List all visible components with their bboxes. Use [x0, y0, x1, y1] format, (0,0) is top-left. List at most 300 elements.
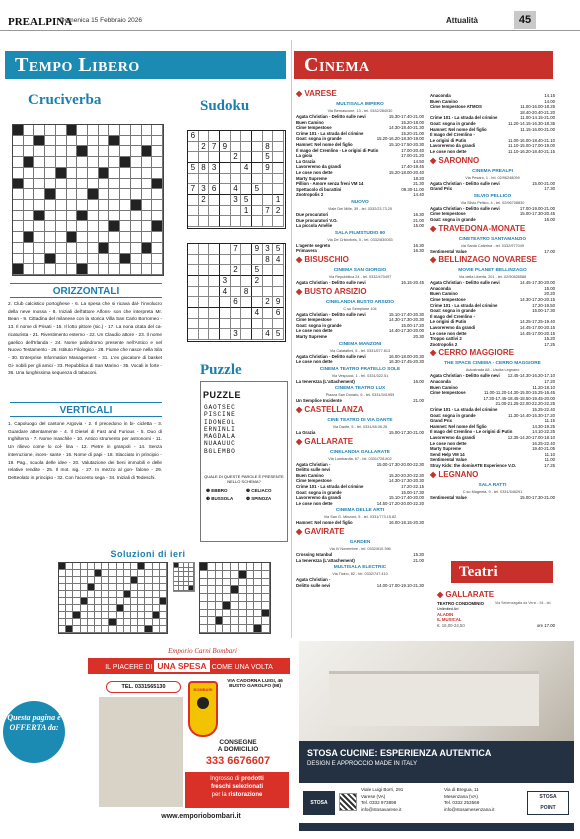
puzzle-option: ❸ BUSSOLA	[206, 496, 234, 501]
solution-cell	[160, 619, 167, 626]
film-times: 17.20-22.15	[401, 484, 424, 489]
solution-cell	[66, 612, 73, 619]
solution-cell	[208, 610, 216, 618]
sudoku-cell: 1	[273, 195, 284, 206]
solution-cell	[247, 602, 255, 610]
crossword-cell	[142, 146, 153, 157]
crossword-cell	[13, 243, 24, 254]
bombari-website[interactable]: www.emporiobombari.it	[161, 813, 241, 820]
puzzle-row: IDONEOL	[204, 418, 236, 426]
solution-cell	[73, 591, 80, 598]
solution-cell	[216, 571, 224, 579]
film-times: 20.20	[544, 291, 555, 297]
film-title: Crossing Istanbul	[296, 552, 333, 557]
solution-cell	[145, 584, 152, 591]
puzzle-row: GAOTSEC	[204, 404, 236, 411]
sudoku-cell	[241, 152, 252, 163]
theater-address: Via Repubblica 24 - tel. 0332/470497	[328, 275, 392, 279]
solution-cell	[254, 617, 262, 625]
sudoku-cell: 2	[199, 142, 210, 153]
sudoku-cell	[273, 287, 284, 298]
film-row	[430, 149, 555, 155]
sudoku-cell: 3	[263, 244, 274, 255]
sudoku-cell	[188, 152, 199, 163]
crossword-cell	[34, 232, 45, 243]
crossword-cell	[142, 243, 153, 254]
film-title: Stray Kids: the dominATE Experience V.O.	[430, 463, 517, 468]
crossword-cell	[99, 221, 110, 232]
film-times: 14.00	[544, 98, 555, 104]
sudoku-cell	[231, 142, 242, 153]
solution-cell	[247, 617, 255, 625]
theater-address: Via Silvio Pellico, 4 - tel. 02/96708830	[460, 200, 525, 205]
solution-cell	[223, 586, 231, 594]
crossword-cell	[45, 136, 56, 147]
solution-cell	[223, 594, 231, 602]
sudoku-cell	[209, 308, 220, 319]
solution-cell	[109, 563, 116, 570]
solution-cell	[102, 591, 109, 598]
crossword-cell	[109, 125, 120, 136]
solution-cell	[145, 570, 152, 577]
film-times: 17.00-19.00-21.00	[519, 205, 555, 211]
theater-address: Autostrada A8 - Uscita Legnano	[465, 368, 520, 373]
film-times: 14.45-17.30-20.00	[519, 280, 555, 286]
crossword-cell	[120, 254, 131, 265]
film-times: 14.00-17.00-19.10-21.30	[376, 582, 424, 588]
theater-address: Viale Dei Mille, 39 - tel. 0332/23.73.25	[327, 207, 393, 211]
theater-name: CINEMA PREALPI	[472, 168, 513, 174]
solution-cell	[160, 612, 167, 619]
film-times: 11.00-11.20-14.30-15.00-15.25-16.45	[483, 390, 555, 396]
film-times: 15.20-18.00-20.40	[388, 170, 424, 175]
solution-cell	[124, 584, 131, 591]
verticali-clues: 1. Capoluogo del cantone Argovia - 2. Il precedono in bi- cicletta - 3. Guardare attentamente - 4. Il Diesel di Fast and Furious - 5. Duo di Inghilterra - 7. Nome maschile - 10. Antico strumento per astronomi - 11. Un rilievo come lo col- lina - 12. Pietre in granpoli - 14. Senza interruzione, inces- sante - 16. Nome di papi - 18. Slacciato in principio - 19. Pag., scuola delle idee - 20. Valutazione dei beni immobili e delle relative rendite - 25. Il mot. sig. - 27. In mezzo al gon- falone - 29. Detteolato in principio - 32. Con l'accento sega - 34. Iniziali di Tedeschi.	[8, 421, 162, 480]
sudoku-cell	[231, 206, 242, 217]
crossword-title: Cruciverba	[28, 92, 102, 108]
puzzle-row: MAGDALA	[204, 433, 236, 441]
solution-cell	[131, 619, 138, 626]
film-times: 16.25-22.40	[532, 440, 555, 446]
sudoku-cell	[209, 329, 220, 340]
sudoku-cell	[220, 308, 231, 319]
film-row	[296, 520, 424, 526]
solution-cell	[73, 598, 80, 605]
sudoku-cell	[220, 195, 231, 206]
sudoku-cell	[199, 265, 210, 276]
solution-cell	[200, 610, 208, 618]
crossword-cell	[45, 254, 56, 265]
film-title: Le cose non dette	[296, 500, 333, 506]
solution-cell	[102, 570, 109, 577]
sudoku-cell: 2	[252, 276, 263, 287]
solution-cell	[117, 605, 124, 612]
film-times: 15.00	[544, 217, 555, 222]
solution-cell	[200, 602, 208, 610]
film-title: La Grazia	[296, 158, 316, 164]
bombari-tagline: IL PIACERE DI UNA SPESA COME UNA VOLTA	[88, 658, 290, 674]
solution-cell	[95, 619, 102, 626]
solution-cell	[95, 626, 102, 633]
sudoku-cell	[209, 255, 220, 266]
sudoku-cell	[220, 216, 231, 227]
crossword-cell	[56, 189, 67, 200]
solution-cell	[109, 570, 116, 577]
bombari-wholesale-box: Ingrosso di prodotti freschi selezionati per la ristorazione	[185, 772, 289, 808]
crossword-cell	[77, 221, 88, 232]
solution-cell	[153, 563, 160, 570]
solution-cell	[59, 612, 66, 619]
crossword-cell	[99, 211, 110, 222]
film-title: Due procuratori V.O.	[296, 217, 338, 223]
issue-date: Domenica 15 Febbraio 2026	[60, 17, 143, 24]
sudoku-cell: 7	[231, 244, 242, 255]
crossword-cell	[34, 125, 45, 136]
solution-cell	[216, 617, 224, 625]
crossword-cell	[77, 243, 88, 254]
film-times: 14.30-17.20-20.15	[519, 297, 555, 302]
crossword-cell	[13, 264, 24, 275]
solution-cell	[231, 602, 239, 610]
film-times: 14.50	[413, 158, 424, 164]
film-title: Sentimental Value	[430, 494, 467, 500]
solution-cell	[88, 598, 95, 605]
crossword-cell	[13, 221, 24, 232]
film-row	[296, 558, 424, 564]
solution-cell	[262, 579, 270, 587]
sudoku-cell	[252, 287, 263, 298]
film-row	[296, 334, 424, 340]
crossword-cell	[67, 200, 78, 211]
sudoku-cell: 4	[252, 308, 263, 319]
film-times: 15.00-17.30-21.00	[519, 494, 555, 500]
crossword-cell	[109, 136, 120, 147]
crossword-cell	[152, 157, 163, 168]
sudoku-cell	[231, 216, 242, 227]
sudoku-cell	[199, 297, 210, 308]
crossword-cell	[131, 264, 142, 275]
sudoku-cell: 3	[220, 276, 231, 287]
film-times: 14.45-17.00-20.15	[519, 325, 555, 330]
solution-cell	[88, 570, 95, 577]
teatri-address: Via Sebenzagata da Verzi - 54 - tel.	[495, 601, 552, 605]
tempo-libero-band: Tempo Libero	[5, 51, 286, 79]
crossword-cell	[152, 146, 163, 157]
film-title: Goat: sogna in grande	[430, 308, 476, 314]
sudoku-cell	[252, 297, 263, 308]
city-heading: ◆ CASTELLANZA	[296, 405, 364, 414]
film-title: Un Semplice Incidente	[296, 398, 342, 404]
film-times: 18.40-20.40-21.20	[519, 109, 555, 115]
solution-cell	[131, 563, 138, 570]
crossword-cell	[131, 189, 142, 200]
solution-cell	[200, 579, 208, 587]
city-heading: ◆ GALLARATE	[296, 436, 354, 446]
film-times: 14.30-17.30-20.30	[388, 317, 424, 323]
film-title: Hamnet: Nel nome del figlio	[430, 423, 487, 429]
sudoku-cell	[241, 174, 252, 185]
solution-cell	[95, 605, 102, 612]
crossword-cell	[24, 200, 35, 211]
solution-cell	[208, 586, 216, 594]
film-row	[296, 359, 424, 365]
crossword-cell	[152, 264, 163, 275]
theater-address: Via IV Novembre - tel. 0332/610.396	[329, 547, 391, 551]
crossword-cell	[120, 146, 131, 157]
solution-cell	[124, 612, 131, 619]
solution-cell	[102, 563, 109, 570]
film-times: 14.15	[544, 93, 555, 98]
solution-cell	[145, 598, 152, 605]
solution-cell	[208, 563, 216, 571]
city-heading: ◆ BUSTO ARSIZIO	[296, 286, 367, 296]
solution-cell	[160, 591, 167, 598]
sudoku-cell: 2	[231, 152, 242, 163]
sudoku-cell	[241, 131, 252, 142]
solution-cell	[117, 612, 124, 619]
solution-cell	[200, 594, 208, 602]
solution-cell	[153, 584, 160, 591]
solution-cell	[102, 584, 109, 591]
theater-address: Via San G. Minzoni, 5 - tel. 0331/773.15.82	[323, 515, 397, 520]
film-title: Cime tempestose	[296, 478, 332, 484]
crossword-cell	[120, 136, 131, 147]
theater-name: CINE TEATRO DI VIA DANTE	[327, 418, 393, 423]
sudoku-cell	[209, 319, 220, 330]
solution-cell	[117, 563, 124, 570]
sudoku-cell	[188, 276, 199, 287]
solution-cell	[66, 605, 73, 612]
film-times: 21.00	[413, 217, 424, 223]
solution-cell	[117, 598, 124, 605]
film-times: 21.00	[413, 398, 424, 404]
teatri-venue: TEATRO CONDOMINIO	[437, 601, 484, 606]
film-title: Le cose non dette	[296, 359, 333, 365]
film-row	[296, 398, 424, 404]
solution-cell	[117, 591, 124, 598]
film-times: 17.25	[544, 341, 555, 347]
crossword-cell	[34, 189, 45, 200]
solution-cell	[131, 577, 138, 584]
crossword-cell	[24, 157, 35, 168]
crossword-cell	[45, 146, 56, 157]
crossword-cell	[99, 168, 110, 179]
crossword-cell	[13, 189, 24, 200]
film-title: Hamnet: Nel nome del figlio	[296, 142, 353, 147]
film-title: Crime 101 - La strada del crimine	[430, 407, 498, 412]
solution-cell	[66, 577, 73, 584]
crossword-cell	[131, 136, 142, 147]
film-times: 19.40-21.05	[532, 446, 555, 452]
sudoku-cell	[188, 297, 199, 308]
crossword-cell	[131, 200, 142, 211]
crossword-cell	[56, 264, 67, 275]
crossword-cell	[88, 254, 99, 265]
sudoku-cell	[209, 174, 220, 185]
film-title: Il mago del Cremlino - Le origini di Putin	[430, 429, 513, 435]
solution-cell	[216, 579, 224, 587]
crossword-cell	[34, 136, 45, 147]
theater-name: GARDEN	[349, 540, 371, 545]
crossword-cell	[142, 200, 153, 211]
crossword-cell	[152, 232, 163, 243]
theater-name: CINEMA TEATRO FRATELLO SOLE	[319, 366, 401, 372]
sudoku-cell	[209, 206, 220, 217]
solution-cell	[262, 610, 270, 618]
solution-cell	[216, 625, 224, 633]
crossword-cell	[109, 232, 120, 243]
solution-cell	[247, 586, 255, 594]
solution-cell	[117, 570, 124, 577]
film-title: Delitto sulle nevi	[296, 582, 331, 588]
sudoku-cell	[263, 308, 274, 319]
film-times: 15.20-18.00	[401, 119, 424, 125]
solution-cell	[81, 570, 88, 577]
solution-cell	[239, 571, 247, 579]
solution-cell	[223, 563, 231, 571]
solution-cell	[95, 591, 102, 598]
film-title: Goat: sogna in grande	[430, 121, 476, 126]
film-title: Primavera	[296, 248, 317, 254]
solution-cell	[160, 598, 167, 605]
solution-cell	[81, 605, 88, 612]
solution-cell	[124, 570, 131, 577]
crossword-cell	[67, 146, 78, 157]
film-times: 17.00-20.40	[401, 147, 424, 153]
qr-code[interactable]	[339, 793, 357, 811]
stosa-varese-address: Viale Luigi Borri, 291 Varese (VA) Tel. 0332 973898 info@stosavarese.it	[361, 787, 404, 812]
sudoku-cell	[188, 287, 199, 298]
crossword-cell	[34, 243, 45, 254]
film-row	[296, 192, 424, 198]
sudoku-cell	[231, 308, 242, 319]
film-title: Le origini di Putin	[430, 137, 467, 143]
solution-cell	[138, 584, 145, 591]
solution-cell	[189, 586, 194, 591]
sudoku-cell	[231, 131, 242, 142]
crossword-cell	[34, 157, 45, 168]
sudoku-cell: 3	[209, 163, 220, 174]
solution-cell	[81, 626, 88, 633]
puzzle-option: ❶ EBBRO	[206, 488, 228, 493]
film-times: 17.20-19.50	[532, 302, 555, 308]
sudoku-cell	[252, 206, 263, 217]
theater-address: Via Bernascone, 13 - tel. 0332/284030	[327, 109, 393, 113]
crossword-cell	[152, 254, 163, 265]
film-times: 15.20-16.20-18.30-19.00	[376, 136, 424, 142]
crossword-cell	[142, 168, 153, 179]
solution-cell	[239, 602, 247, 610]
solution-cell	[239, 579, 247, 587]
film-title: Agata Christian - Delitto sulle nevi	[430, 280, 500, 286]
teatri-city: ◆ GALLARATE	[437, 590, 495, 599]
crossword-cell	[45, 189, 56, 200]
film-row	[296, 583, 424, 589]
solution-cell	[254, 571, 262, 579]
sudoku-cell: 8	[199, 163, 210, 174]
crossword-cell	[56, 211, 67, 222]
film-times: 15.30-17.40-21.00	[388, 114, 424, 119]
solution-cell	[66, 626, 73, 633]
crossword-cell	[99, 157, 110, 168]
solution-cell	[247, 571, 255, 579]
film-title: Anaconda	[430, 285, 451, 291]
sudoku-cell: 6	[209, 184, 220, 195]
sudoku-cell	[252, 142, 263, 153]
sudoku-cell	[188, 195, 199, 206]
sudoku-cell: 5	[273, 329, 284, 340]
theater-name: CINEMA MANZONI	[338, 341, 382, 347]
solution-cell	[231, 579, 239, 587]
crossword-cell	[67, 232, 78, 243]
solution-cell	[81, 563, 88, 570]
crossword-cell	[13, 200, 24, 211]
sudoku-cell	[188, 142, 199, 153]
solution-cell	[208, 594, 216, 602]
solution-cell	[200, 563, 208, 571]
sudoku-cell	[220, 255, 231, 266]
film-times: 21.00	[413, 557, 424, 563]
solution-cell	[124, 591, 131, 598]
film-title: Le origini di Putin	[430, 319, 467, 325]
crossword-cell	[56, 232, 67, 243]
film-title: Buen Camino	[430, 384, 458, 390]
solution-cell	[254, 563, 262, 571]
offer-badge-area	[3, 683, 63, 813]
crossword-cell	[56, 157, 67, 168]
film-times: 11.00-16.00-18.25	[520, 104, 555, 110]
film-times: 11.20-14.15-16.30-18.35	[508, 121, 555, 126]
puzzle-box-title: PUZZLE	[203, 390, 241, 400]
theater-name: CINEMA DELLE ARTI	[335, 508, 385, 514]
solution-cell	[254, 579, 262, 587]
sudoku-cell	[231, 287, 242, 298]
sudoku-cell	[231, 319, 242, 330]
sudoku-cell	[273, 184, 284, 195]
solution-cell	[138, 626, 145, 633]
film-times: 15.00-17.20	[401, 322, 424, 328]
crossword-cell	[13, 179, 24, 190]
film-times: 17.25	[544, 463, 555, 468]
film-title: Le cose non dette	[430, 149, 467, 154]
film-title: Cime tempestose	[296, 317, 332, 323]
film-title: Agata Christian - Delitto sulle nevi	[296, 311, 366, 317]
solution-cell	[73, 570, 80, 577]
solution-cell	[59, 577, 66, 584]
film-times: 11.30-14.40-15.30-17.20	[508, 412, 555, 418]
theater-name: SALA RATTI	[478, 482, 507, 488]
solution-cell	[102, 619, 109, 626]
sudoku-cell	[220, 319, 231, 330]
city-heading: ◆ TRAVEDONA-MONATE	[430, 223, 526, 233]
film-title: Lavoreremo da grandi	[430, 435, 476, 440]
theater-name: MOVIE PLANET BELLINZAGO	[458, 268, 527, 274]
sudoku-cell	[241, 142, 252, 153]
film-title: Agata Christian - Delitto sulle nevi	[296, 280, 366, 285]
theater-name: SALA FILMSTUDIO 90	[334, 230, 386, 236]
sudoku-cell: 4	[231, 184, 242, 195]
crossword-cell	[67, 254, 78, 265]
theater-address: Via Ticino, 82 - tel. 0332/747.410	[332, 572, 388, 577]
sudoku-cell: 9	[252, 244, 263, 255]
sudoku-cell	[220, 152, 231, 163]
sudoku-cell	[209, 265, 220, 276]
crossword-cell	[109, 243, 120, 254]
film-times: 11.10-16.20-18.40-21.15	[508, 149, 555, 154]
sudoku-cell	[241, 244, 252, 255]
sudoku-cell	[263, 287, 274, 298]
sudoku-cell	[273, 152, 284, 163]
